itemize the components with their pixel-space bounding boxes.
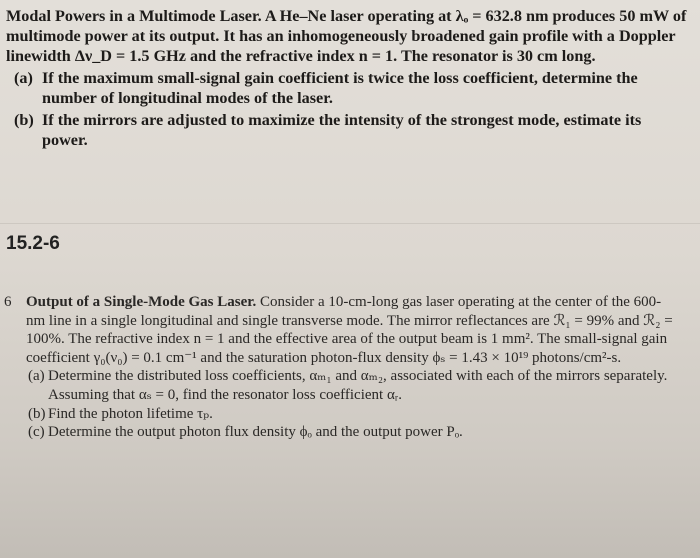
problem-title: Modal Powers in a Multimode Laser. bbox=[6, 7, 262, 25]
part-label: (a) bbox=[14, 69, 33, 87]
problem-intro-text: Consider a 10-cm-long gas laser operating at the center of the 600-nm line in a single longitudinal and single transverse mode. The mirror reflectances are ℛ₁ = 99% and ℛ₂ = 100%. The refractive index n = 1 and the effective area of the output beam is 1 mm². The small-signal gain coefficient γ₀(ν₀) = 0.1 cm⁻¹ and the saturation photon-flux density ϕₛ = 1.43 × 10¹⁹ photons/cm²-s. bbox=[26, 294, 673, 366]
section-heading: 15.2-6 bbox=[6, 233, 60, 254]
problem-part-b bbox=[6, 110, 690, 150]
part-text: Determine the output photon flux density ϕₒ and the output power Pₒ. bbox=[48, 424, 463, 441]
problem-intro bbox=[26, 293, 678, 367]
part-label: (b) bbox=[14, 111, 34, 129]
part-text: If the maximum small-signal gain coefficient is twice the loss coefficient, determine the number of longitudinal modes of the laser. bbox=[42, 69, 638, 107]
problem-number: 6 bbox=[4, 294, 12, 310]
part-text: If the mirrors are adjusted to maximize the intensity of the strongest mode, estimate its power. bbox=[42, 111, 642, 149]
part-label: (a) bbox=[28, 368, 45, 385]
problem-title: Output of a Single-Mode Gas Laser. bbox=[26, 294, 257, 310]
part-label: (b) bbox=[28, 405, 46, 422]
problem-part-c bbox=[28, 423, 678, 442]
section-divider bbox=[0, 223, 700, 224]
problem-part-a bbox=[6, 68, 690, 108]
problem-single-mode-laser bbox=[4, 293, 678, 442]
problem-intro bbox=[6, 6, 690, 66]
problem-intro-text: A He–Ne laser operating at λₒ = 632.8 nm produces 50 mW of multimode power at its output. It has an inhomogeneously broadened gain profile with a Doppler linewidth Δν_D = 1.5 GHz and the refractive index n = 1. The resonator is 30 cm long. bbox=[6, 7, 687, 65]
problem-part-b bbox=[28, 405, 678, 424]
part-text: Find the photon lifetime τₚ. bbox=[48, 405, 213, 422]
problem-part-a bbox=[28, 367, 678, 404]
problem-modal-powers bbox=[6, 6, 690, 150]
part-label: (c) bbox=[28, 424, 45, 441]
part-text: Determine the distributed loss coefficients, αₘ₁ and αₘ₂, associated with each of the mirrors separately. Assuming that αₛ = 0, find the resonator loss coefficient αᵣ. bbox=[48, 368, 668, 403]
